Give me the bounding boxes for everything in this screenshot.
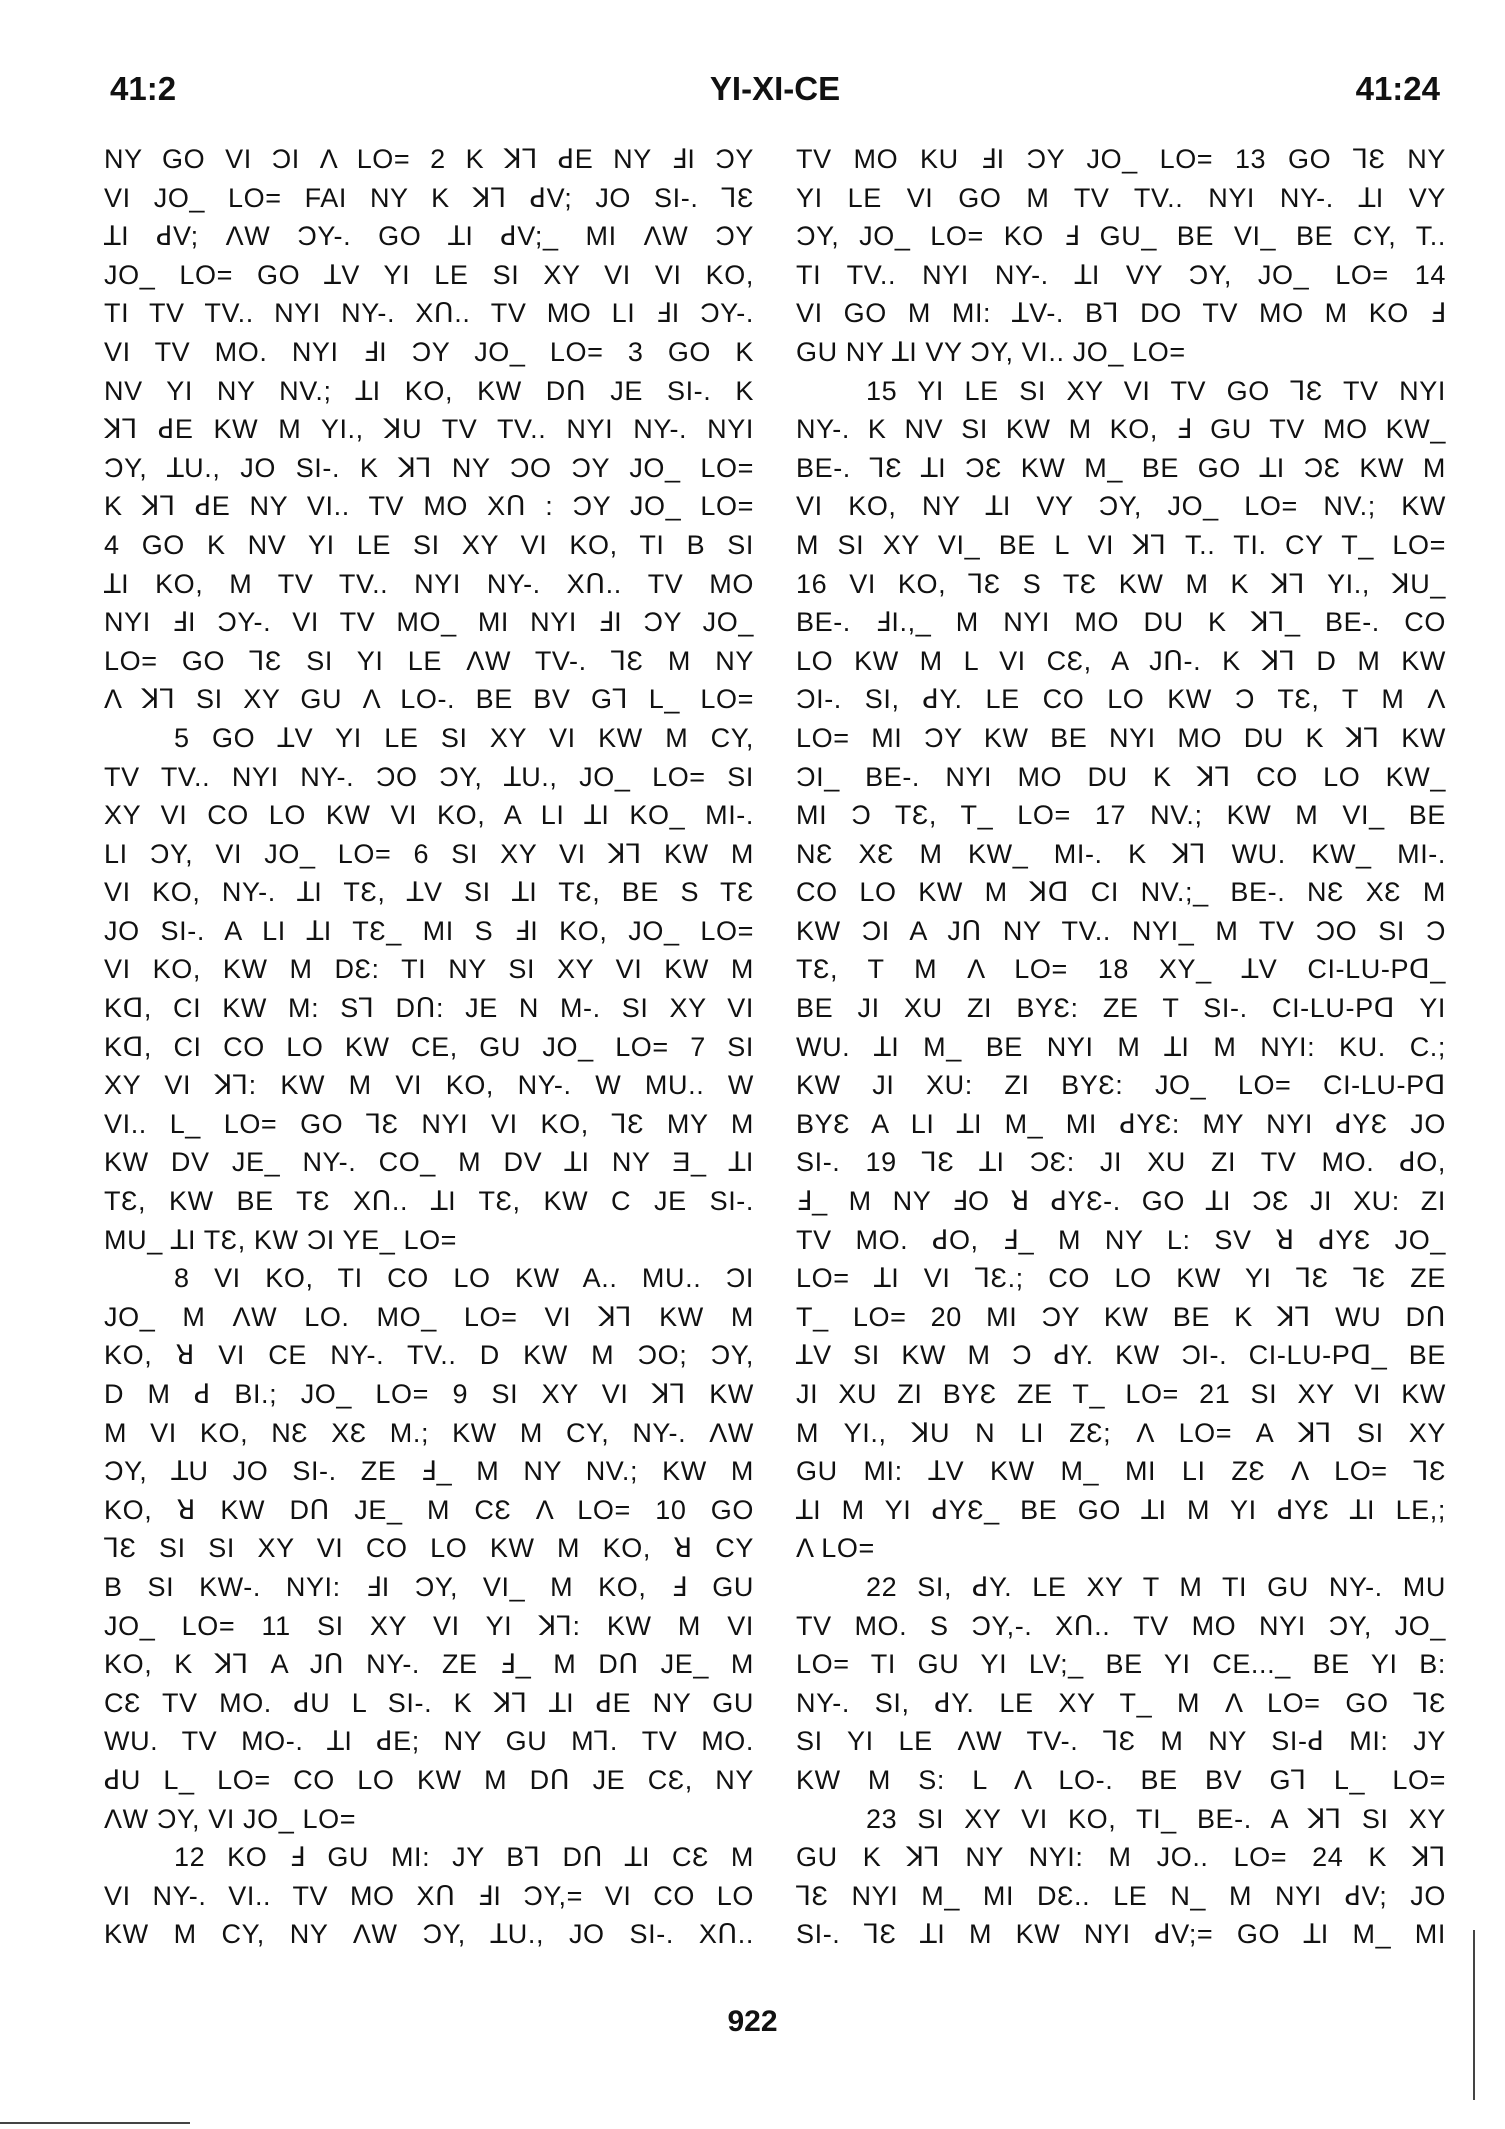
- text-line: B SI KW-. NYI: ꓞI ƆY, VI_ M KO, ꓞ GU: [104, 1571, 754, 1602]
- text-line: M VI KO, NƐ XƐ M.; KW M CY, NY-. ΛW: [104, 1417, 754, 1448]
- text-line: 8 VI KO, TI CO LO KW A.. MU.. ƆI: [174, 1263, 754, 1294]
- text-line: LO KW M L VI CƐ, A Jꓵ-. K ꓘꓶ D M KW: [796, 645, 1446, 676]
- text-line: ꓕV SI KW M Ɔ ꓒY. KW ƆI-. CI-LU-Pꓷ_ BE: [796, 1340, 1446, 1371]
- text-line: M SI XY VI_ BE L VI ꓘꓶ T.. TI. CY T_ LO=: [796, 529, 1446, 560]
- text-line: TV TV.. NYI NY-. ƆO ƆY, ꓕU., JO_ LO= SI: [104, 761, 754, 792]
- text-line: WU. ꓕI M_ BE NYI M ꓕI M NYI: KU. C.;: [796, 1031, 1446, 1062]
- text-line: GU NY ꓕI VY ƆY, VI.. JO_ LO=: [796, 336, 1186, 367]
- text-line: ꓕI KO, M TV TV.. NYI NY-. Xꓵ.. TV MO: [104, 568, 754, 599]
- text-line: NƐ XƐ M KW_ MI-. K ꓘꓶ WU. KW_ MI-.: [796, 838, 1446, 869]
- text-line: ꓞ_ M NY ꓞO ꓤ ꓒYƐ-. GO ꓕI ƆƐ JI XU: ZI: [796, 1186, 1446, 1217]
- text-line: ƆY, ꓕU JO SI-. ZE ꓞ_ M NY NV.; KW M: [104, 1456, 754, 1487]
- text-line: LO= MI ƆY KW BE NYI MO DU K ꓘꓶ KW: [796, 722, 1446, 753]
- text-line: ꓒU L_ LO= CO LO KW M Dꓵ JE CƐ, NY: [104, 1764, 754, 1795]
- text-line: 22 SI, ꓒY. LE XY T M TI GU NY-. MU: [866, 1571, 1446, 1602]
- text-line: JO_ M ΛW LO. MO_ LO= VI ꓘꓶ KW M: [104, 1301, 754, 1332]
- text-line: KW JI XU: ZI BYƐ: JO_ LO= CI-LU-Pꓷ: [796, 1070, 1446, 1101]
- text-line: 15 YI LE SI XY VI TV GO ꓶƐ TV NYI: [866, 375, 1446, 406]
- text-line: LO= ꓕI VI ꓶƐ.; CO LO KW YI ꓶƐ ꓶƐ ZE: [796, 1263, 1446, 1294]
- left-column: [104, 140, 754, 1954]
- text-line: VI TV MO. NYI ꓞI ƆY JO_ LO= 3 GO K: [104, 336, 754, 367]
- header-chapter-end: 41:24: [1355, 70, 1440, 107]
- text-line: ꓶƐ NYI M_ MI DƐ.. LE N_ M NYI ꓒV; JO: [796, 1880, 1446, 1911]
- text-line: CƐ TV MO. ꓒU L SI-. K ꓘꓶ ꓕI ꓒE NY GU: [104, 1687, 754, 1718]
- header-book-title: YI-XI-CE: [709, 70, 841, 107]
- text-line: TV MO. ꓒO, ꓞ_ M NY L: SV ꓤ ꓒYƐ JO_: [796, 1224, 1446, 1255]
- text-line: ΛW ƆY, VI JO_ LO=: [104, 1803, 357, 1834]
- text-line: ꓘꓶ ꓒE KW M YI., ꓘU TV TV.. NYI NY-. NYI: [104, 414, 754, 445]
- header-chapter-start: 41:2: [110, 70, 177, 107]
- text-line: KO, ꓤ KW Dꓵ JE_ M CƐ Λ LO= 10 GO: [104, 1494, 754, 1525]
- text-line: 16 VI KO, ꓶƐ S TƐ KW M K ꓘꓶ YI., ꓘU_: [796, 568, 1446, 599]
- text-line: ꓕI M YI ꓒYƐ_ BE GO ꓕI M YI ꓒYƐ ꓕI LE,;: [796, 1494, 1446, 1525]
- text-line: CO LO KW M ꓘꓷ CI NV.;_ BE-. NƐ XƐ M: [796, 877, 1446, 908]
- text-line: NV YI NY NV.; ꓕI KO, KW Dꓵ JE SI-. K: [104, 375, 754, 406]
- text-line: LO= TI GU YI LV;_ BE YI CE..._ BE YI B:: [796, 1649, 1446, 1680]
- text-line: Kꓷ, CI KW M: Sꓶ Dꓵ: JE N M-. SI XY VI: [104, 993, 754, 1024]
- text-line: LI ƆY, VI JO_ LO= 6 SI XY VI ꓘꓶ KW M: [104, 838, 754, 869]
- text-line: K ꓘꓶ ꓒE NY VI.. TV MO Xꓵ : ƆY JO_ LO=: [104, 491, 754, 522]
- text-line: NYI ꓞI ƆY-. VI TV MO_ MI NYI ꓞI ƆY JO_: [104, 607, 754, 638]
- text-columns: [104, 140, 1444, 1970]
- text-line: ƆI-. SI, ꓒY. LE CO LO KW Ɔ TƐ, T M Λ: [796, 684, 1446, 715]
- text-line: KW M CY, NY ΛW ƆY, ꓕU., JO SI-. Xꓵ..: [104, 1919, 754, 1950]
- bottom-rule: [0, 2122, 190, 2124]
- text-line: JO_ LO= GO ꓕV YI LE SI XY VI VI KO,: [104, 259, 754, 290]
- text-line: ꓶƐ SI SI XY VI CO LO KW M KO, ꓤ CY: [104, 1533, 754, 1564]
- text-line: KO, K ꓘꓶ A Jꓵ NY-. ZE ꓞ_ M Dꓵ JE_ M: [104, 1649, 754, 1680]
- text-line: ƆI_ BE-. NYI MO DU K ꓘꓶ CO LO KW_: [796, 761, 1446, 792]
- text-line: JO_ LO= 11 SI XY VI YI ꓘꓶ: KW M VI: [104, 1610, 754, 1641]
- text-line: ꓕI ꓒV; ΛW ƆY-. GO ꓕI ꓒV;_ MI ΛW ƆY: [104, 221, 754, 252]
- text-line: 12 KO ꓞ GU MI: JY Bꓶ Dꓵ ꓕI CƐ M: [174, 1842, 754, 1873]
- text-line: JO SI-. A LI ꓕI TƐ_ MI S ꓞI KO, JO_ LO=: [104, 915, 754, 946]
- text-line: KW DV JE_ NY-. CO_ M DV ꓕI NY Ǝ_ ꓕI: [104, 1147, 754, 1178]
- text-line: VI KO, KW M DƐ: TI NY SI XY VI KW M: [104, 954, 754, 985]
- text-line: JI XU ZI BYƐ ZE T_ LO= 21 SI XY VI KW: [796, 1379, 1446, 1409]
- text-line: M YI., ꓘU N LI ZƐ; Λ LO= A ꓘꓶ SI XY: [796, 1417, 1446, 1448]
- text-line: T_ LO= 20 MI ƆY KW BE K ꓘꓶ WU Dꓵ: [796, 1301, 1446, 1332]
- text-line: ƆY, JO_ LO= KO ꓞ GU_ BE VI_ BE CY, T..: [796, 221, 1446, 252]
- text-line: BE-. ꓶƐ ꓕI ƆƐ KW M_ BE GO ꓕI ƆƐ KW M: [796, 452, 1446, 483]
- text-line: TI TV.. NYI NY-. ꓕI VY ƆY, JO_ LO= 14: [796, 259, 1446, 290]
- text-line: KW ƆI A Jꓵ NY TV.. NYI_ M TV ƆO SI Ɔ: [796, 915, 1446, 946]
- text-line: LO= GO ꓶƐ SI YI LE ΛW TV-. ꓶƐ M NY: [104, 645, 754, 676]
- text-line: 5 GO ꓕV YI LE SI XY VI KW M CY,: [174, 722, 754, 753]
- text-line: TV MO. S ƆY,-. Xꓵ.. TV MO NYI ƆY, JO_: [796, 1610, 1446, 1641]
- text-line: D M ꓒ BI.; JO_ LO= 9 SI XY VI ꓘꓶ KW: [104, 1379, 754, 1409]
- text-line: VI KO, NY-. ꓕI TƐ, ꓕV SI ꓕI TƐ, BE S TƐ: [104, 877, 754, 908]
- text-line: NY-. SI, ꓒY. LE XY T_ M Λ LO= GO ꓶƐ: [796, 1687, 1446, 1718]
- text-line: BYƐ A LI ꓕI M_ MI ꓒYƐ: MY NYI ꓒYƐ JO: [796, 1108, 1446, 1139]
- text-line: MU_ ꓕI TƐ, KW ƆI YE_ LO=: [104, 1224, 458, 1255]
- text-line: SI-. 19 ꓶƐ ꓕI ƆƐ: JI XU ZI TV MO. ꓒO,: [796, 1147, 1446, 1178]
- text-line: ƆY, ꓕU., JO SI-. K ꓘꓶ NY ƆO ƆY JO_ LO=: [104, 452, 754, 483]
- text-line: KO, ꓤ VI CE NY-. TV.. D KW M ƆO; ƆY,: [104, 1340, 754, 1371]
- text-line: TI TV TV.. NYI NY-. Xꓵ.. TV MO LI ꓞI ƆY-.: [104, 298, 754, 329]
- text-line: Λ LO=: [796, 1533, 875, 1564]
- text-line: Kꓷ, CI CO LO KW CE, GU JO_ LO= 7 SI: [104, 1031, 754, 1062]
- text-line: Λ ꓘꓶ SI XY GU Λ LO-. BE BV Gꓶ L_ LO=: [104, 684, 754, 715]
- text-line: 4 GO K NV YI LE SI XY VI KO, TI B SI: [104, 529, 754, 560]
- margin-rule: [1473, 1930, 1475, 2100]
- text-line: GU K ꓘꓶ NY NYI: M JO.. LO= 24 K ꓘꓶ: [796, 1842, 1446, 1873]
- text-line: KW M S: L Λ LO-. BE BV Gꓶ L_ LO=: [796, 1764, 1446, 1795]
- text-line: MI Ɔ TƐ, T_ LO= 17 NV.; KW M VI_ BE: [796, 800, 1446, 831]
- text-line: XY VI ꓘꓶ: KW M VI KO, NY-. W MU.. W: [104, 1070, 754, 1101]
- text-line: YI LE VI GO M TV TV.. NYI NY-. ꓕI VY: [796, 182, 1446, 213]
- text-line: VI JO_ LO= FAI NY K ꓘꓶ ꓒV; JO SI-. ꓶƐ: [104, 182, 754, 213]
- text-line: TƐ, KW BE TƐ Xꓵ.. ꓕI TƐ, KW C JE SI-.: [104, 1186, 754, 1217]
- text-line: NY GO VI ƆI Λ LO= 2 K ꓘꓶ ꓒE NY ꓞI ƆY: [104, 144, 754, 174]
- text-line: VI.. L_ LO= GO ꓶƐ NYI VI KO, ꓶƐ MY M: [104, 1108, 754, 1139]
- page-number: 922: [727, 2005, 778, 2038]
- page-header: [110, 70, 1440, 120]
- text-line: XY VI CO LO KW VI KO, A LI ꓕI KO_ MI-.: [104, 800, 754, 831]
- text-line: NY-. K NV SI KW M KO, ꓞ GU TV MO KW_: [796, 414, 1446, 445]
- text-line: BE JI XU ZI BYƐ: ZE T SI-. CI-LU-Pꓷ YI: [796, 993, 1446, 1024]
- text-line: VI NY-. VI.. TV MO Xꓵ ꓞI ƆY,= VI CO LO: [104, 1880, 754, 1911]
- text-line: TƐ, T M Λ LO= 18 XY_ ꓕV CI-LU-Pꓷ_: [796, 954, 1446, 985]
- text-line: BE-. ꓞI.,_ M NYI MO DU K ꓘꓶ_ BE-. CO: [796, 607, 1446, 638]
- text-line: WU. TV MO-. ꓕI ꓒE; NY GU Mꓶ. TV MO.: [104, 1726, 754, 1757]
- text-line: GU MI: ꓕV KW M_ MI LI ZƐ Λ LO= ꓶƐ: [796, 1456, 1446, 1487]
- text-line: VI GO M MI: ꓕV-. Bꓶ DO TV MO M KO ꓞ: [796, 298, 1446, 329]
- text-line: 23 SI XY VI KO, TI_ BE-. A ꓘꓶ SI XY: [866, 1803, 1446, 1834]
- text-line: SI YI LE ΛW TV-. ꓶƐ M NY SI-ꓒ MI: JY: [796, 1726, 1446, 1757]
- text-line: VI KO, NY ꓕI VY ƆY, JO_ LO= NV.; KW: [796, 491, 1446, 522]
- text-line: SI-. ꓶƐ ꓕI M KW NYI ꓒV;= GO ꓕI M_ MI: [796, 1919, 1446, 1950]
- right-column: [796, 140, 1446, 1954]
- text-line: TV MO KU ꓞI ƆY JO_ LO= 13 GO ꓶƐ NY: [796, 144, 1446, 174]
